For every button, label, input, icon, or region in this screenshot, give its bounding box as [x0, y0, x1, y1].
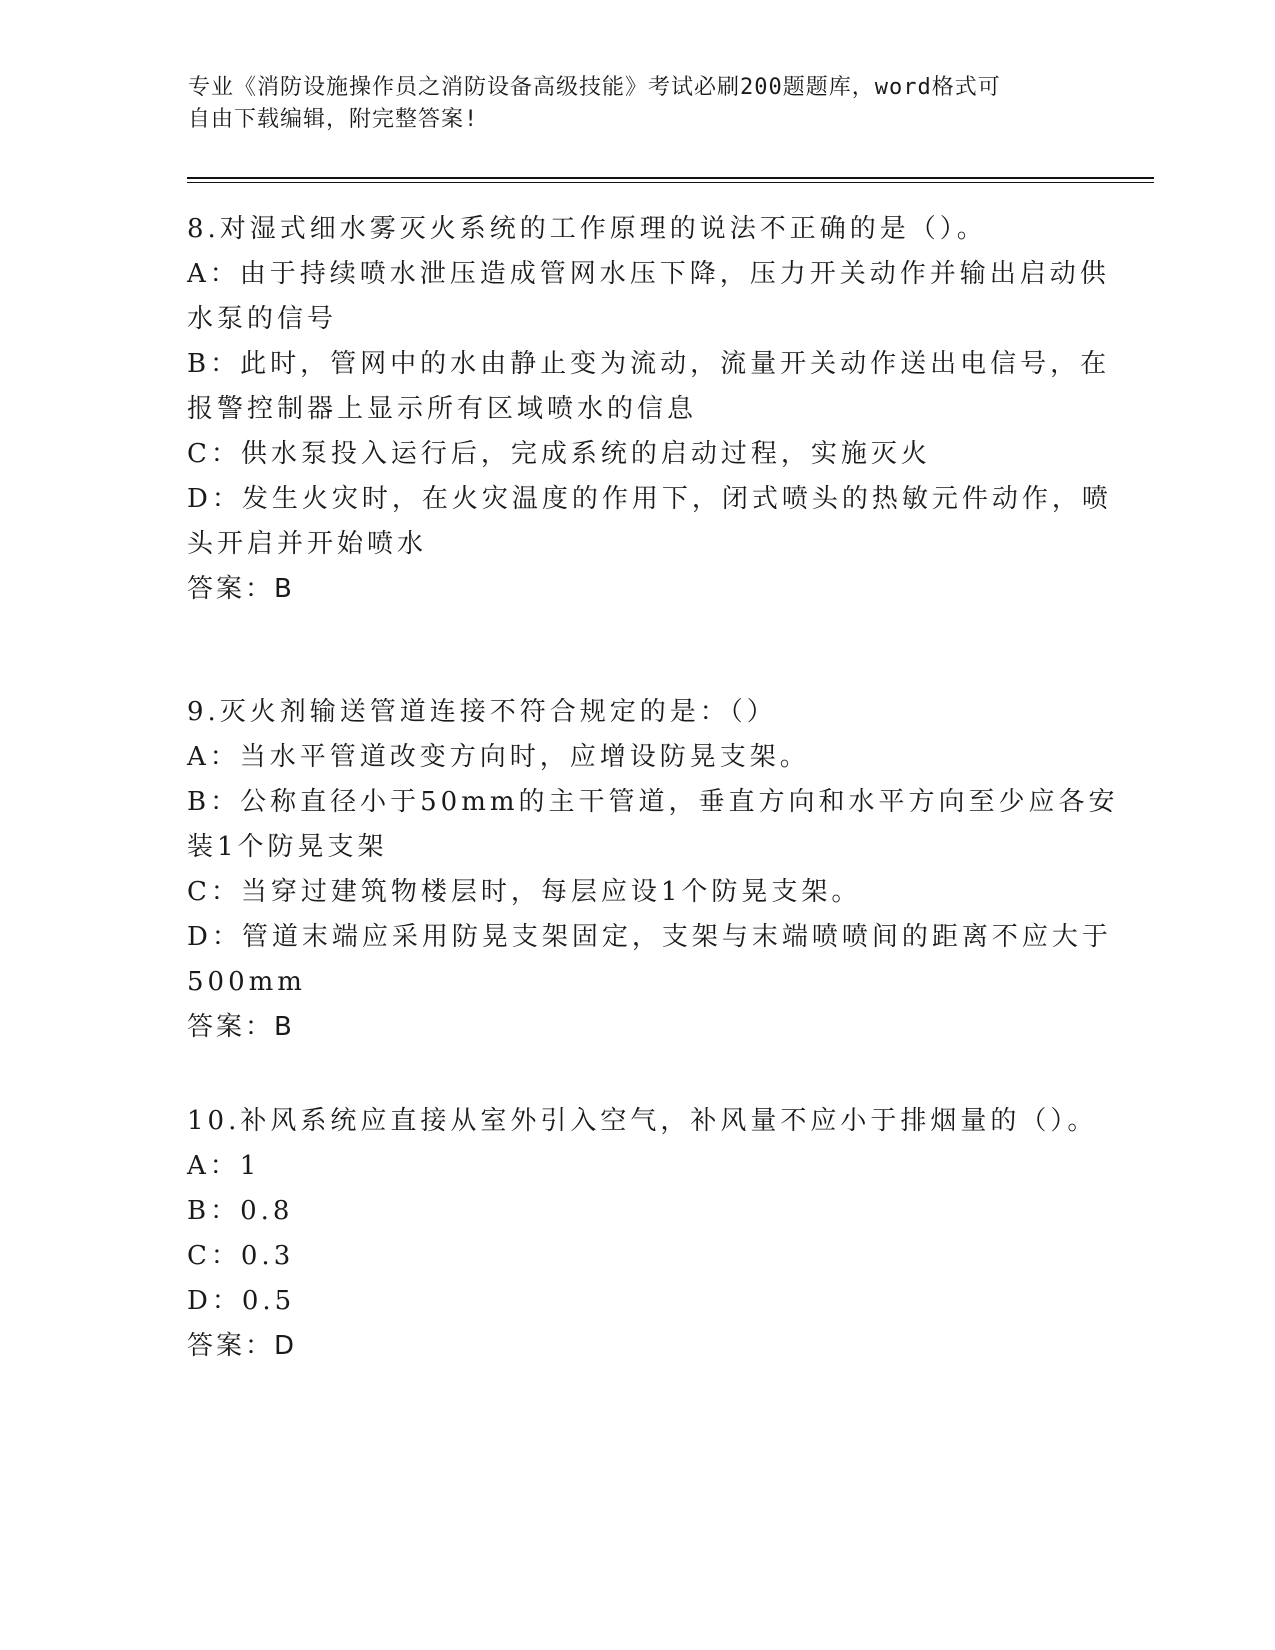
- option-a: A：1: [187, 1151, 261, 1181]
- option-c: C：供水泵投入运行后，完成系统的启动过程，实施灭火: [187, 439, 931, 469]
- option-a-line-2: 水泵的信号: [187, 304, 338, 334]
- question-stem: 10.补风系统应直接从室外引入空气，补风量不应小于排烟量的（）。: [187, 1106, 1098, 1136]
- option-b-line-2: 报警控制器上显示所有区域喷水的信息: [187, 394, 698, 424]
- option-b: B：0.8: [187, 1196, 294, 1226]
- option-b-line-1: B：公称直径小于50mm的主干管道，垂直方向和水平方向至少应各安: [187, 787, 1119, 817]
- answer: 答案：B: [187, 1012, 295, 1042]
- option-d-line-2: 头开启并开始喷水: [187, 529, 428, 559]
- option-d-line-2: 500mm: [187, 967, 306, 997]
- question-stem: 9.灭火剂输送管道连接不符合规定的是：（）: [187, 697, 777, 727]
- question-9: [187, 690, 1119, 1050]
- option-d-line-1: D：管道末端应采用防晃支架固定，支架与末端喷喷间的距离不应大于: [187, 922, 1112, 952]
- header-divider-thin: [187, 182, 1154, 183]
- question-8: [187, 207, 1112, 612]
- document-header: [188, 72, 1088, 136]
- option-b-line-2: 装1个防晃支架: [187, 832, 388, 862]
- header-line-2: 自由下载编辑，附完整答案!: [188, 107, 479, 132]
- option-b-line-1: B：此时，管网中的水由静止变为流动，流量开关动作送出电信号，在: [187, 349, 1111, 379]
- question-stem: 8.对湿式细水雾灭火系统的工作原理的说法不正确的是（）。: [187, 214, 987, 244]
- option-d: D：0.5: [187, 1286, 296, 1316]
- option-c: C：0.3: [187, 1241, 295, 1271]
- option-c: C：当穿过建筑物楼层时，每层应设1个防晃支架。: [187, 877, 862, 907]
- answer: 答案：D: [187, 1331, 298, 1361]
- header-divider-thick: [187, 177, 1154, 179]
- option-d-line-1: D：发生火灾时，在火灾温度的作用下，闭式喷头的热敏元件动作，喷: [187, 484, 1112, 514]
- option-a-line-1: A：由于持续喷水泄压造成管网水压下降，压力开关动作并输出启动供: [187, 259, 1110, 289]
- question-10: [187, 1099, 1098, 1369]
- header-line-1: 专业《消防设施操作员之消防设备高级技能》考试必刷200题题库，word格式可: [188, 75, 1001, 100]
- answer: 答案：B: [187, 574, 295, 604]
- option-a: A：当水平管道改变方向时，应增设防晃支架。: [187, 742, 810, 772]
